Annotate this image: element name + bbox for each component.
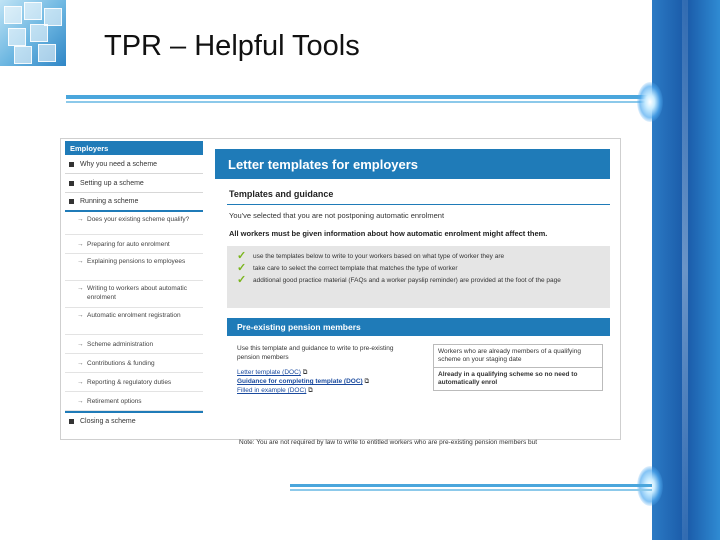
expand-icon — [69, 181, 74, 186]
main-content — [215, 149, 610, 446]
divider — [227, 204, 610, 205]
sidebar-item-closing[interactable] — [65, 411, 203, 430]
checkmark-icon: ✓ — [237, 274, 247, 286]
arrow-right-icon: → — [77, 341, 84, 348]
checkmark-icon: ✓ — [237, 250, 247, 262]
collapse-icon — [69, 199, 74, 204]
page-title: Letter templates for employers — [215, 149, 610, 179]
tip-row: ✓ use the templates below to write to your workers based on what type of worker they are — [237, 250, 505, 262]
arrow-right-icon: → — [77, 216, 84, 223]
sidebar-item-running[interactable] — [65, 193, 203, 212]
tip-row: ✓ additional good practice material (FAQs and a worker payslip reminder) are provided at the foot of the page — [237, 274, 561, 286]
glow-top — [637, 82, 663, 122]
sidebar-item-why-scheme[interactable] — [65, 155, 203, 174]
external-link-icon: ⧉ — [364, 378, 370, 385]
arrow-right-icon: → — [77, 241, 84, 248]
arrow-right-icon: → — [77, 398, 84, 405]
sidebar-item-label: Setting up a scheme — [80, 179, 144, 187]
sidebar-item-label: Closing a scheme — [80, 418, 136, 425]
logo — [0, 0, 66, 66]
external-link-icon: ⧉ — [308, 387, 313, 394]
info-bold: All workers must be given information about how automatic enrolment might affect them. — [229, 229, 548, 238]
expand-icon — [69, 419, 74, 424]
sidebar-subitem-existing-scheme[interactable]: → Does your existing scheme qualify? — [65, 212, 203, 235]
template-links — [237, 344, 417, 395]
arrow-right-icon: → — [77, 379, 84, 386]
sidebar-item-label: Why you need a scheme — [80, 160, 158, 168]
expand-icon — [69, 162, 74, 167]
sidebar-subitem-retirement[interactable]: → Retirement options — [65, 392, 203, 411]
external-link-icon: ⧉ — [302, 369, 308, 376]
guidance-template-link[interactable]: Guidance for completing template (DOC) — [237, 378, 363, 385]
template-section — [227, 344, 610, 414]
sidebar-nav — [65, 141, 203, 437]
worker-type-table — [433, 344, 603, 391]
sidebar-heading: Employers — [65, 141, 203, 155]
sidebar-subitem-preparing[interactable]: → Preparing for auto enrolment — [65, 235, 203, 254]
worker-type-cell: Workers who are already members of a qualifying scheme on your staging date — [434, 345, 602, 368]
top-decorative-band — [66, 80, 652, 110]
arrow-right-icon: → — [77, 360, 84, 367]
filled-example-link[interactable]: Filled in example (DOC) — [237, 387, 307, 394]
sidebar-subitem-reporting[interactable]: → Reporting & regulatory duties — [65, 373, 203, 392]
section-bar-pre-existing: Pre-existing pension members — [227, 318, 610, 336]
tip-row: ✓ take care to select the correct template that matches the type of worker — [237, 262, 458, 274]
sidebar-subitem-administration[interactable]: → Scheme administration — [65, 335, 203, 354]
sidebar-item-label: Running a scheme — [80, 198, 139, 205]
section-heading: Templates and guidance — [229, 189, 334, 199]
website-screenshot — [60, 138, 621, 446]
checkmark-icon: ✓ — [237, 262, 247, 274]
slide-title: TPR – Helpful Tools — [104, 30, 360, 62]
arrow-right-icon: → — [77, 285, 84, 292]
sidebar-subitem-contributions[interactable]: → Contributions & funding — [65, 354, 203, 373]
arrow-right-icon: → — [77, 312, 84, 319]
bottom-decorative-band — [290, 478, 652, 498]
template-intro: Use this template and guidance to write to pre-existing pension members — [237, 345, 394, 361]
right-decorative-panel — [652, 0, 720, 540]
tips-box — [227, 246, 610, 308]
legal-note: Note: You are not required by law to write to entitled workers who are pre-existing pension members but — [239, 439, 538, 446]
sidebar-subitem-writing[interactable]: → Writing to workers about automatic enrolment — [65, 281, 203, 308]
arrow-right-icon: → — [77, 258, 84, 265]
selection-info: You've selected that you are not postponing automatic enrolment — [229, 211, 445, 220]
sidebar-subitem-explaining[interactable]: → Explaining pensions to employees — [65, 254, 203, 281]
sidebar-subitem-registration[interactable]: → Automatic enrolment registration — [65, 308, 203, 335]
worker-status-cell: Already in a qualifying scheme so no need to automatically enrol — [438, 371, 578, 386]
sidebar-item-setting-up[interactable] — [65, 174, 203, 193]
letter-template-link[interactable]: Letter template (DOC) — [237, 369, 301, 376]
